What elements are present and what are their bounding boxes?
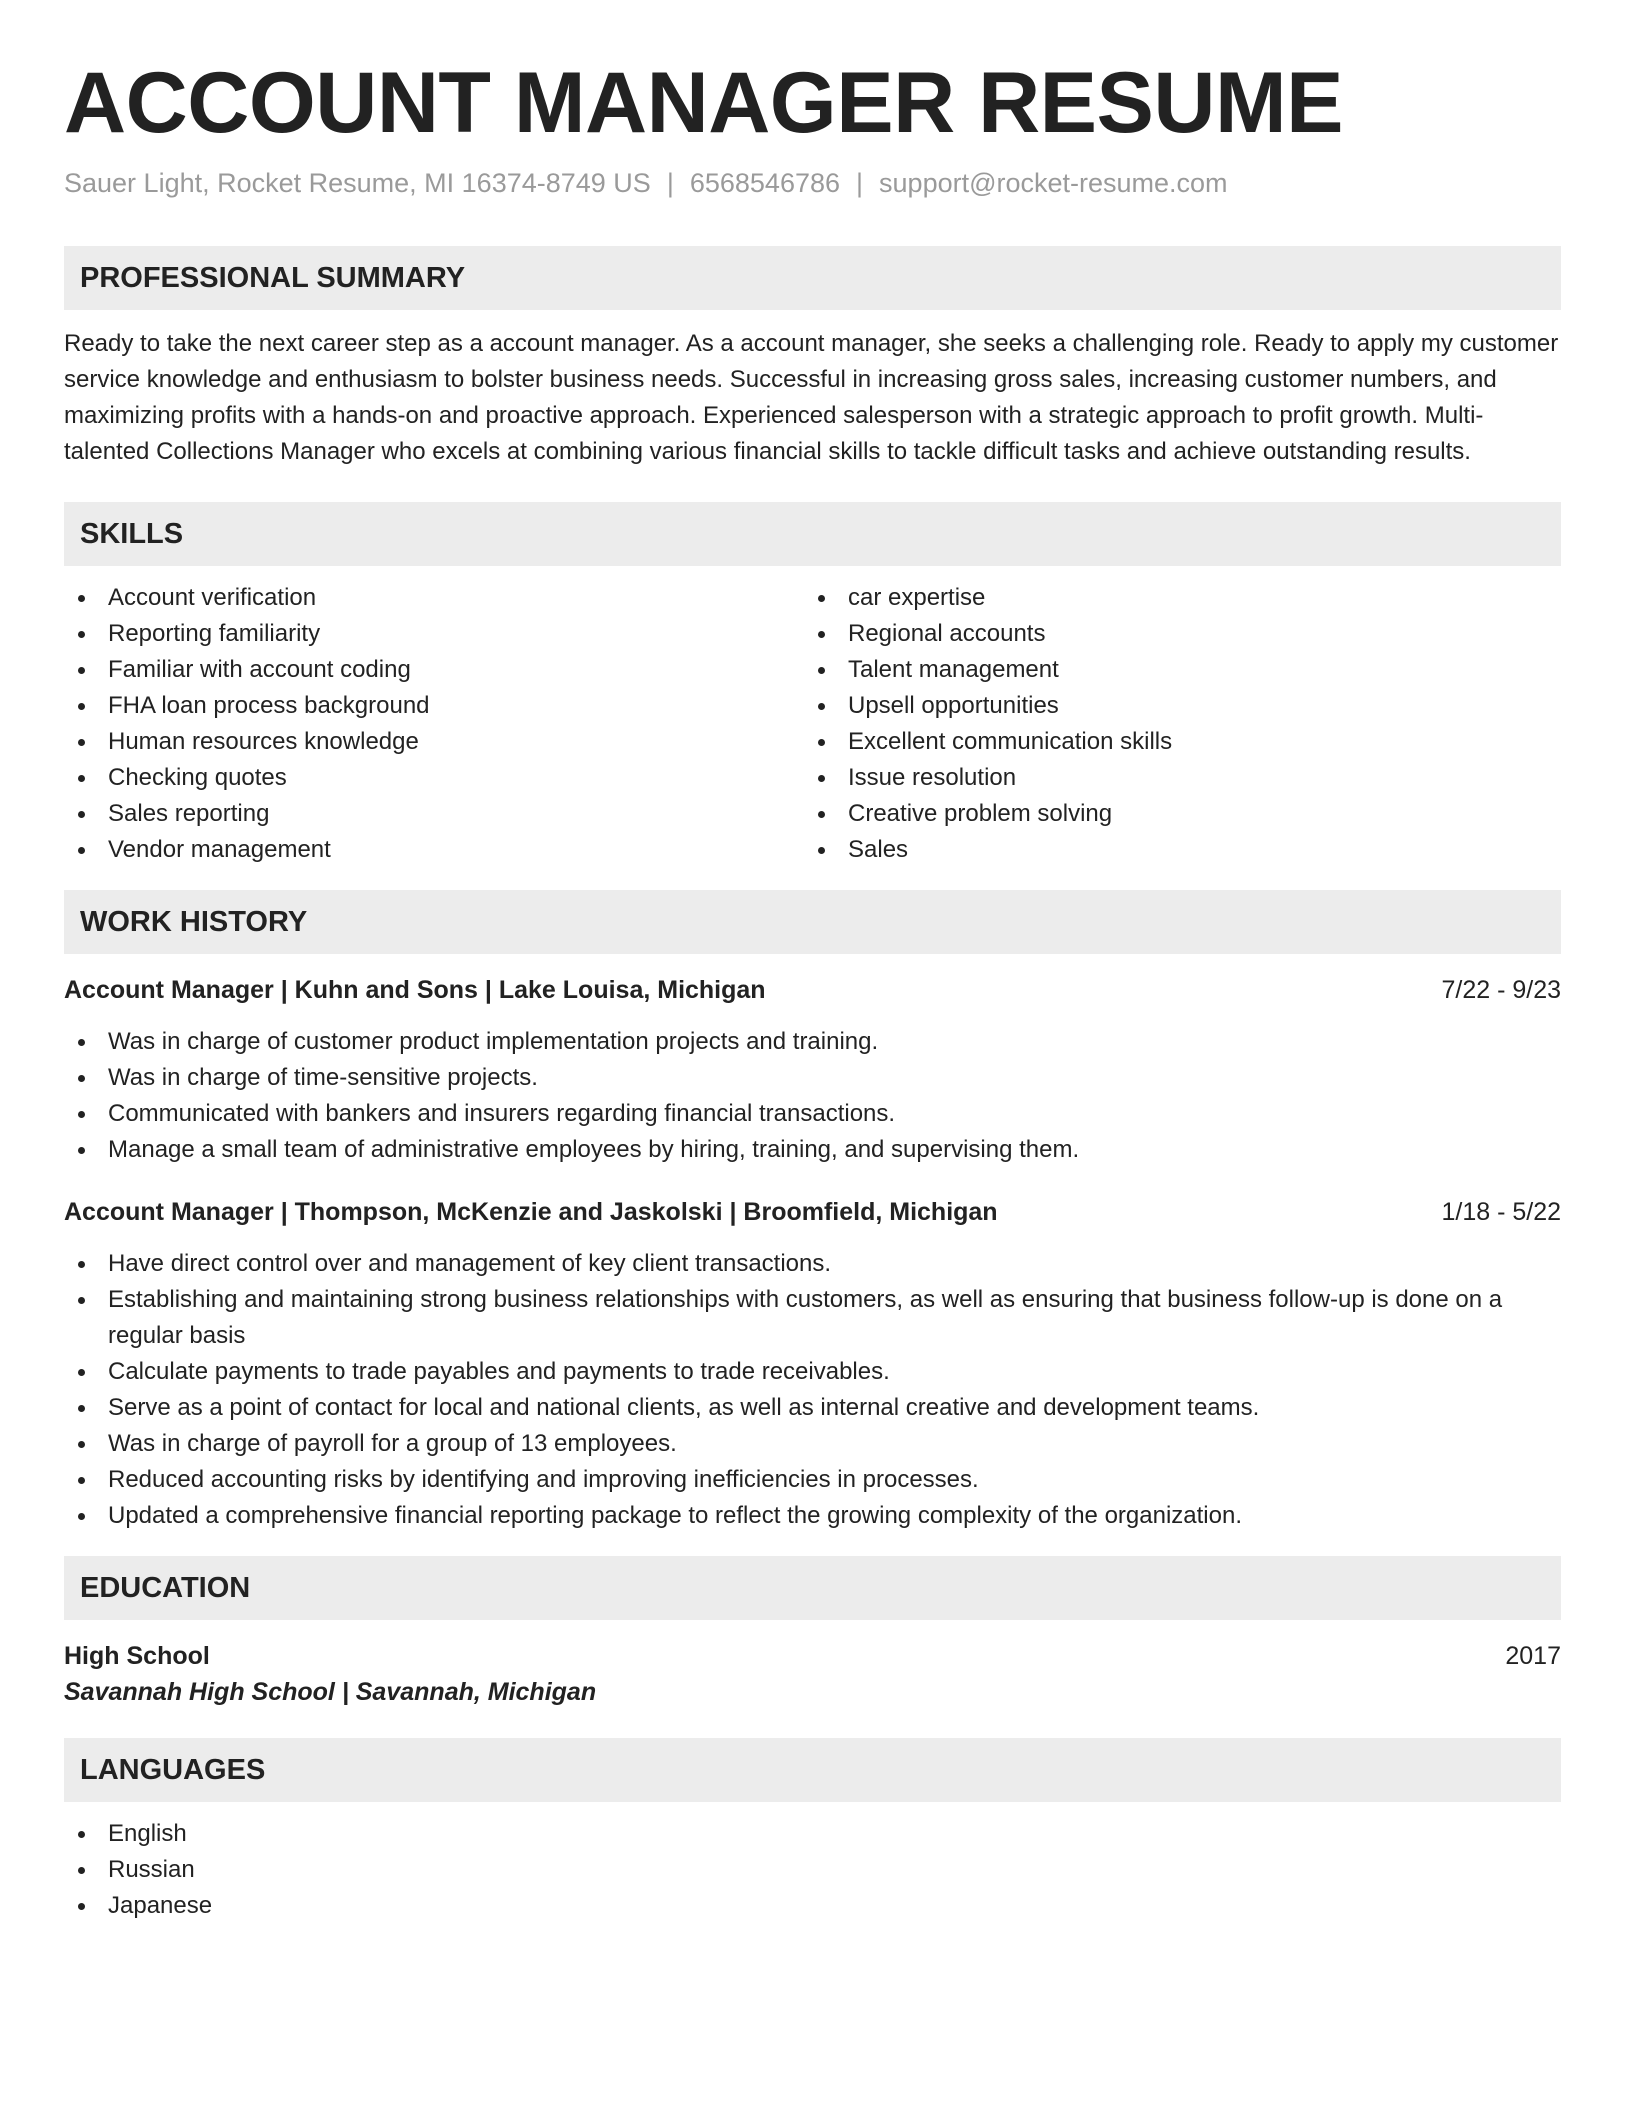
- skill-item: Sales reporting: [64, 796, 804, 832]
- skill-item: Vendor management: [64, 832, 804, 868]
- job-bullet: Reduced accounting risks by identifying and improving inefficiencies in processes.: [64, 1462, 1561, 1498]
- job-bullet: Updated a comprehensive financial reporting package to reflect the growing complexity of the organization.: [64, 1498, 1561, 1534]
- section-heading-summary: PROFESSIONAL SUMMARY: [64, 246, 1561, 310]
- contact-email: support@rocket-resume.com: [879, 168, 1228, 198]
- job-dates: 1/18 - 5/22: [1441, 1198, 1561, 1226]
- skills-columns: [64, 580, 1561, 868]
- education-school: Savannah High School | Savannah, Michigan: [64, 1678, 597, 1706]
- contact-phone: 6568546786: [689, 168, 841, 198]
- job-bullet: Communicated with bankers and insurers regarding financial transactions.: [64, 1096, 1561, 1132]
- job-bullets: [64, 1024, 1561, 1168]
- education-header: [64, 1638, 1561, 1674]
- education-year: 2017: [1505, 1642, 1561, 1670]
- resume-page: [64, 0, 1561, 1924]
- contact-separator: |: [666, 168, 674, 198]
- job-header: [64, 1194, 1561, 1230]
- section-heading-skills: SKILLS: [64, 502, 1561, 566]
- job-bullet: Was in charge of time-sensitive projects.: [64, 1060, 1561, 1096]
- section-heading-languages: LANGUAGES: [64, 1738, 1561, 1802]
- skills-list-right: [804, 580, 1544, 868]
- contact-separator: |: [856, 168, 864, 198]
- summary-text: Ready to take the next career step as a account manager. As a account manager, she seeks a challenging role. Ready to apply my customer service knowledge and enthusiasm to bolster business needs. Successful in increasing gross sales, increasing customer numbers, and maximizing profits with a hands-on and proactive approach. Experienced salesperson with a strategic approach to profit growth. Multi-talented Collections Manager who excels at combining various financial skills to tackle difficult tasks and achieve outstanding results.: [64, 330, 1559, 465]
- skill-item: Upsell opportunities: [804, 688, 1544, 724]
- skill-item: Reporting familiarity: [64, 616, 804, 652]
- job-bullet: Was in charge of customer product implementation projects and training.: [64, 1024, 1561, 1060]
- job-bullet: Establishing and maintaining strong business relationships with customers, as well as ensuring that business follow-up is done on a regular basis: [64, 1282, 1561, 1354]
- job-bullet: Was in charge of payroll for a group of 13 employees.: [64, 1426, 1561, 1462]
- contact-line: [64, 166, 1561, 200]
- language-item: Russian: [64, 1852, 1561, 1888]
- job-bullet: Calculate payments to trade payables and payments to trade receivables.: [64, 1354, 1561, 1390]
- job-title: Account Manager | Kuhn and Sons | Lake Louisa, Michigan: [64, 976, 766, 1004]
- section-heading-work-history: WORK HISTORY: [64, 890, 1561, 954]
- skill-item: Account verification: [64, 580, 804, 616]
- resume-title: ACCOUNT MANAGER RESUME: [64, 55, 1343, 151]
- skills-list-left: [64, 580, 804, 868]
- education-degree: High School: [64, 1642, 210, 1670]
- job-header: [64, 972, 1561, 1008]
- contact-address: Sauer Light, Rocket Resume, MI 16374-8749 US: [64, 168, 651, 198]
- job-entry: [64, 972, 1561, 1168]
- skill-item: Creative problem solving: [804, 796, 1544, 832]
- job-title: Account Manager | Thompson, McKenzie and Jaskolski | Broomfield, Michigan: [64, 1198, 998, 1226]
- skill-item: Checking quotes: [64, 760, 804, 796]
- job-bullet: Have direct control over and management of key client transactions.: [64, 1246, 1561, 1282]
- job-entry: [64, 1194, 1561, 1534]
- language-item: Japanese: [64, 1888, 1561, 1924]
- skill-item: Human resources knowledge: [64, 724, 804, 760]
- skill-item: Sales: [804, 832, 1544, 868]
- job-bullets: [64, 1246, 1561, 1534]
- languages-list: [64, 1816, 1561, 1924]
- job-bullet: Serve as a point of contact for local and national clients, as well as internal creative and development teams.: [64, 1390, 1561, 1426]
- job-bullet: Manage a small team of administrative employees by hiring, training, and supervising them.: [64, 1132, 1561, 1168]
- skill-item: car expertise: [804, 580, 1544, 616]
- job-dates: 7/22 - 9/23: [1441, 976, 1561, 1004]
- skill-item: Talent management: [804, 652, 1544, 688]
- skill-item: Excellent communication skills: [804, 724, 1544, 760]
- skill-item: Regional accounts: [804, 616, 1544, 652]
- skill-item: FHA loan process background: [64, 688, 804, 724]
- section-heading-education: EDUCATION: [64, 1556, 1561, 1620]
- skill-item: Familiar with account coding: [64, 652, 804, 688]
- education-entry: [64, 1638, 1561, 1710]
- language-item: English: [64, 1816, 1561, 1852]
- skill-item: Issue resolution: [804, 760, 1544, 796]
